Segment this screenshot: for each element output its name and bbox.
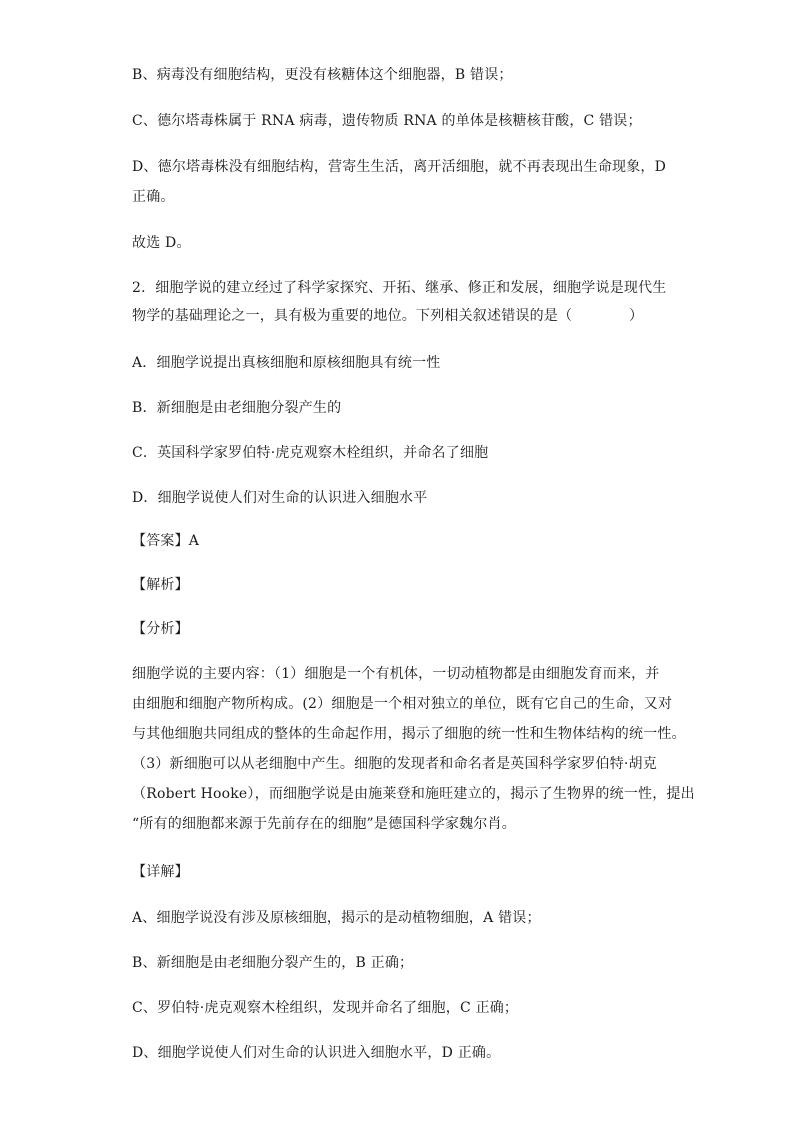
analysis-line1: 细胞学说的主要内容：（1）细胞是一个有机体，一切动植物都是由细胞发育而来，并 xyxy=(132,666,660,682)
option-b: B．新细胞是由老细胞分裂产生的 xyxy=(132,400,342,416)
prev-explain-b: B、病毒没有细胞结构，更没有核糖体这个细胞器，B 错误； xyxy=(132,67,513,83)
answer-label: 【答案】A xyxy=(132,533,200,549)
option-a: A．细胞学说提出真核细胞和原核细胞具有统一性 xyxy=(132,355,441,371)
detail-a: A、细胞学说没有涉及原核细胞，揭示的是动植物细胞，A 错误； xyxy=(132,910,541,926)
option-d: D．细胞学说使人们对生命的认识进入细胞水平 xyxy=(132,490,428,506)
analysis-line3: 与其他细胞共同组成的整体的生命起作用，揭示了细胞的统一性和生物体结构的统一性。 xyxy=(132,726,686,742)
option-c: C．英国科学家罗伯特·虎克观察木栓组织，并命名了细胞 xyxy=(132,445,489,461)
detail-c: C、罗伯特·虎克观察木栓组织，发现并命名了细胞，C 正确； xyxy=(132,1000,519,1016)
detail-b: B、新细胞是由老细胞分裂产生的，B 正确； xyxy=(132,955,414,971)
analysis-line6: “所有的细胞都来源于先前存在的细胞”是德国科学家魏尔肖。 xyxy=(132,816,516,832)
jiexi-heading: 【解析】 xyxy=(132,577,189,593)
analysis-line2: 由细胞和细胞产物所构成。(2）细胞是一个相对独立的单位，既有它自己的生命，又对 xyxy=(132,696,673,712)
analysis-line4: （3）新细胞可以从老细胞中产生。细胞的发现者和命名者是英国科学家罗伯特·胡克 xyxy=(132,756,657,772)
question-2-line2: 物学的基础理论之一，具有极为重要的地位。下列相关叙述错误的是（ ） xyxy=(132,308,644,324)
detail-d: D、细胞学说使人们对生命的认识进入细胞水平，D 正确。 xyxy=(132,1045,501,1061)
analysis-line5: （Robert Hooke），而细胞学说是由施莱登和施旺建立的，揭示了生物界的统一性，提出 xyxy=(132,786,695,802)
fenxi-heading: 【分析】 xyxy=(132,621,189,637)
prev-explain-d-line1: D、德尔塔毒株没有细胞结构，营寄生生活，离开活细胞，就不再表现出生命现象，D xyxy=(132,159,667,175)
prev-explain-c: C、德尔塔毒株属于 RNA 病毒，遗传物质 RNA 的单体是核糖核苷酸，C 错误； xyxy=(132,113,642,129)
prev-explain-d-line2: 正确。 xyxy=(132,189,175,205)
prev-choose: 故选 D。 xyxy=(132,235,191,251)
question-2-line1: 2．细胞学说的建立经过了科学家探究、开拓、继承、修正和发展，细胞学说是现代生 xyxy=(132,280,667,296)
xiangjie-heading: 【详解】 xyxy=(132,864,189,880)
